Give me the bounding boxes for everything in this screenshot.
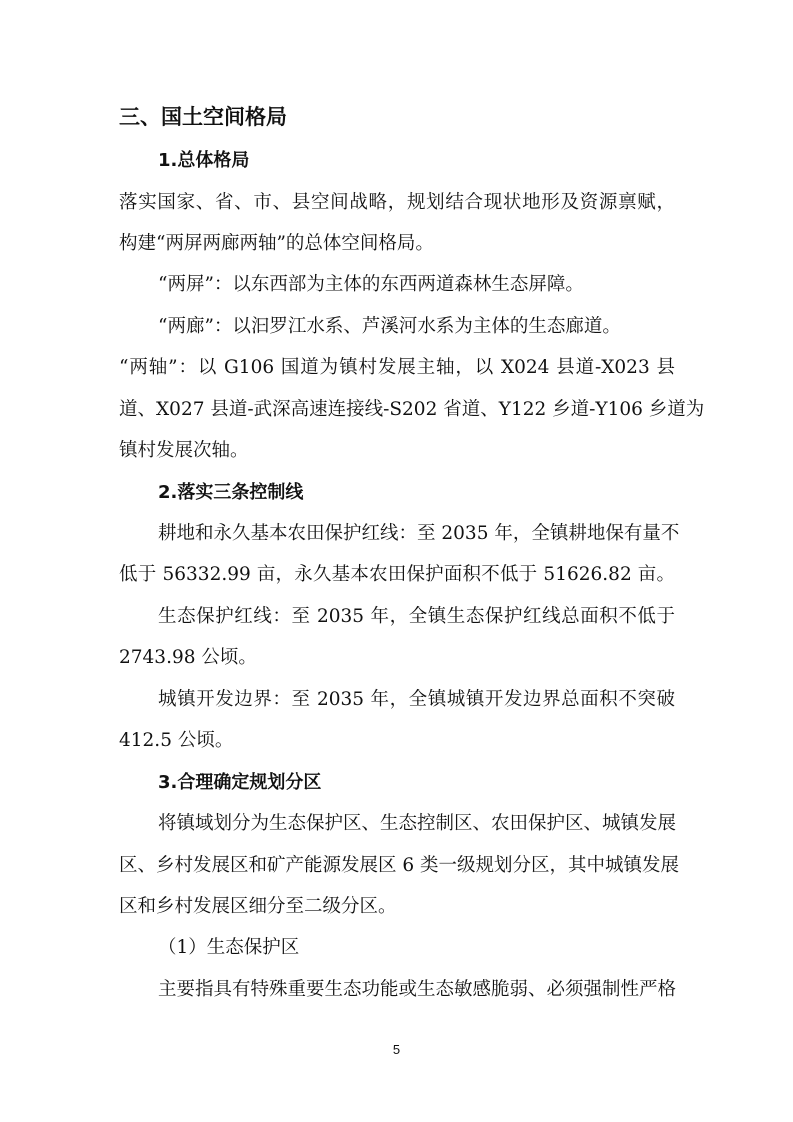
paragraph-line: 落实国家、省、市、县空间战略，规划结合现状地形及资源禀赋， [119,192,675,213]
sub-item-title: （1）生态保护区 [158,937,300,958]
paragraph-line: 2743.98 公顷。 [119,647,257,668]
section-title: 三、国土空间格局 [119,105,287,129]
subsection-title-control-lines: 2.落实三条控制线 [158,482,304,503]
paragraph-line: 区和乡村发展区细分至二级分区。 [119,896,397,917]
paragraph-line: “两廊”：以汩罗江水系、芦溪河水系为主体的生态廊道。 [158,316,621,337]
paragraph-line: 区、乡村发展区和矿产能源发展区 6 类一级规划分区，其中城镇发展 [119,855,680,876]
paragraph-line: “两屏”：以东西部为主体的东西两道森林生态屏障。 [158,274,584,295]
paragraph-line: 将镇域划分为生态保护区、生态控制区、农田保护区、城镇发展 [158,813,677,834]
paragraph-line: 生态保护红线：至 2035 年，全镇生态保护红线总面积不低于 [158,606,675,627]
subsection-title-planning-zones: 3.合理确定规划分区 [158,772,322,793]
paragraph-line: 低于 56332.99 亩，永久基本农田保护面积不低于 51626.82 亩。 [119,564,675,585]
subsection-title-overall-pattern: 1.总体格局 [158,150,250,171]
paragraph-line: 构建“两屏两廊两轴”的总体空间格局。 [119,233,434,254]
paragraph-line: 主要指具有特殊重要生态功能或生态敏感脆弱、必须强制性严格 [158,979,677,1000]
paragraph-line: 耕地和永久基本农田保护红线：至 2035 年，全镇耕地保有量不 [158,523,680,544]
paragraph-line: 412.5 公顷。 [119,730,234,751]
paragraph-line: 镇村发展次轴。 [119,440,249,461]
paragraph-line: 城镇开发边界：至 2035 年，全镇城镇开发边界总面积不突破 [158,689,675,710]
paragraph-line: “两轴”：以 G106 国道为镇村发展主轴，以 X024 县道-X023 县 [119,357,675,378]
page-number: 5 [392,1042,401,1057]
paragraph-line: 道、X027 县道-武深高速连接线-S202 省道、Y122 乡道-Y106 乡道为 [119,399,705,420]
